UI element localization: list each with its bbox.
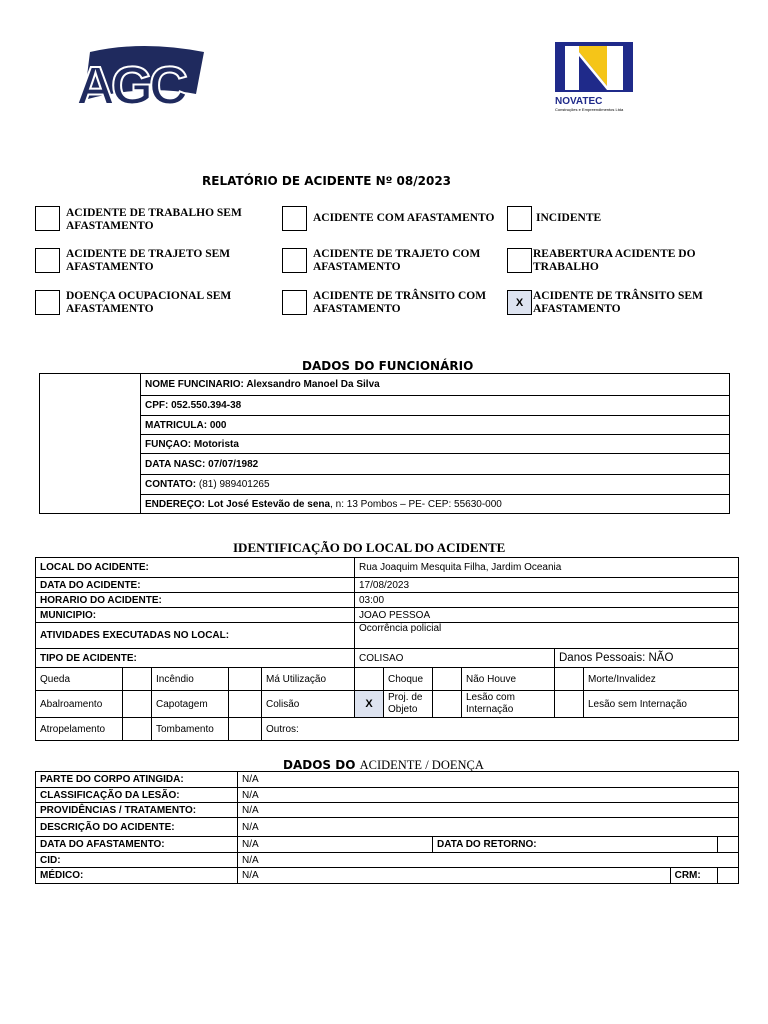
mark-capotagem[interactable] [229, 691, 262, 718]
classificacao-label: CLASSIFICAÇÃO DA LESÃO: [36, 788, 238, 803]
municipio-label: MUNICIPIO: [36, 608, 355, 623]
mark-atropelamento[interactable] [123, 718, 152, 741]
option-lesao-com-internacao: Lesão com Internação [462, 691, 555, 718]
medico-value: N/A [238, 868, 671, 884]
option-abalroamento: Abalroamento [36, 691, 123, 718]
label-transito-com-afastamento: ACIDENTE DE TRÂNSITO COM AFASTAMENTO [313, 290, 487, 315]
option-ma-utilizacao: Má Utilização [262, 668, 355, 691]
descricao-value: N/A [238, 818, 739, 837]
employee-matricula-cell [141, 416, 730, 435]
tipo-grid-row-2 [36, 691, 739, 718]
checkbox-transito-com-afastamento[interactable] [282, 290, 307, 315]
tipo-grid-row-1 [36, 668, 739, 691]
horario-label: HORARIO DO ACIDENTE: [36, 593, 355, 608]
cid-label: CID: [36, 853, 238, 868]
horario-value: 03:00 [355, 593, 739, 608]
classificacao-value: N/A [238, 788, 739, 803]
employee-cpf: 052.550.394-38 [171, 400, 242, 411]
label-trajeto-sem-afastamento: ACIDENTE DE TRAJETO SEM AFASTAMENTO [66, 248, 231, 273]
option-lesao-sem-internacao: Lesão sem Internação [584, 691, 739, 718]
label-com-afastamento: ACIDENTE COM AFASTAMENTO [313, 212, 495, 224]
checkbox-trajeto-com-afastamento[interactable] [282, 248, 307, 273]
mark-proj-objeto[interactable] [433, 691, 462, 718]
parte-label: PARTE DO CORPO ATINGIDA: [36, 772, 238, 788]
employee-endereco-street: Lot José Estevão de sena [207, 498, 331, 510]
novatec-subtitle: Construções e Empreendimentos Ltda [555, 107, 624, 112]
damage-table [35, 771, 739, 884]
atividades-label: ATIVIDADES EXECUTADAS NO LOCAL: [36, 623, 355, 649]
checkbox-trajeto-sem-afastamento[interactable] [35, 248, 60, 273]
option-nao-houve: Não Houve [462, 668, 555, 691]
employee-contato-label: CONTATO: [145, 479, 197, 490]
crm-value [717, 868, 738, 884]
danos-pessoais: Danos Pessoais: NÃO [555, 649, 739, 668]
local-label: LOCAL DO ACIDENTE: [36, 558, 355, 578]
option-queda: Queda [36, 668, 123, 691]
label-doenca-ocupacional: DOENÇA OCUPACIONAL SEM AFASTAMENTO [66, 290, 232, 315]
label-transito-sem-afastamento: ACIDENTE DE TRÂNSITO SEM AFASTAMENTO [533, 290, 703, 315]
option-proj-objeto: Proj. de Objeto [384, 691, 433, 718]
label-incidente: INCIDENTE [536, 212, 602, 224]
mark-tombamento[interactable] [229, 718, 262, 741]
novatec-name: NOVATEC [555, 96, 603, 107]
employee-funcao: Motorista [193, 438, 239, 450]
employee-endereco-cell [141, 495, 730, 514]
mark-queda[interactable] [123, 668, 152, 691]
employee-endereco-label: ENDEREÇO: [145, 498, 206, 510]
employee-cpf-cell [141, 396, 730, 416]
location-table [35, 557, 739, 741]
checkbox-reabertura[interactable] [507, 248, 532, 273]
mark-abalroamento[interactable] [123, 691, 152, 718]
option-choque: Choque [384, 668, 433, 691]
employee-funcao-label: FUNÇAO: [145, 438, 192, 450]
employee-photo-cell [40, 374, 141, 514]
data-acidente-value: 17/08/2023 [355, 578, 739, 593]
crm-label: CRM: [670, 868, 717, 884]
employee-nasc: 07/07/1982 [208, 458, 259, 470]
agc-logo-text: AGC [76, 56, 184, 108]
checkbox-trabalho-sem-afastamento[interactable] [35, 206, 60, 231]
descricao-label: DESCRIÇÃO DO ACIDENTE: [36, 818, 238, 837]
mark-incendio[interactable] [229, 668, 262, 691]
employee-name-label: NOME FUNCINARIO: [145, 379, 244, 390]
providencias-label: PROVIDÊNCIAS / TRATAMENTO: [36, 803, 238, 818]
tipo-acidente-value: COLISAO [355, 649, 555, 668]
local-value: Rua Joaquim Mesquita Filha, Jardim Oceania [355, 558, 739, 578]
employee-name-cell [141, 374, 730, 396]
employee-cpf-label: CPF: [145, 400, 169, 411]
option-capotagem: Capotagem [152, 691, 229, 718]
employee-funcao-cell [141, 435, 730, 454]
employee-contato: (81) 989401265 [198, 479, 270, 490]
data-acidente-label: DATA DO ACIDENTE: [36, 578, 355, 593]
tipo-grid-row-3 [36, 718, 739, 741]
mark-colisao[interactable]: X [355, 691, 384, 718]
mark-lesao-com-internacao[interactable] [555, 691, 584, 718]
option-tombamento: Tombamento [152, 718, 229, 741]
checkbox-transito-sem-afastamento[interactable]: X [507, 290, 532, 315]
report-title: RELATÓRIO DE ACIDENTE Nº 08/2023 [202, 174, 452, 188]
employee-table [39, 373, 730, 514]
location-section-title: IDENTIFICAÇÃO DO LOCAL DO ACIDENTE [233, 540, 506, 555]
tipo-acidente-label: TIPO DE ACIDENTE: [40, 652, 137, 664]
novatec-logo [555, 42, 635, 112]
municipio-value: JOAO PESSOA [355, 608, 739, 623]
atividades-value: Ocorrência policial [355, 623, 739, 649]
option-incendio: Incêndio [152, 668, 229, 691]
tipo-acidente-cell [36, 649, 355, 668]
damage-title-b: ACIDENTE / DOENÇA [359, 758, 484, 772]
mark-nao-houve[interactable] [555, 668, 584, 691]
providencias-value: N/A [238, 803, 739, 818]
label-trabalho-sem-afastamento: ACIDENTE DE TRABALHO SEM AFASTAMENTO [66, 207, 242, 232]
label-reabertura: REABERTURA ACIDENTE DO TRABALHO [533, 248, 696, 273]
damage-title-a: DADOS DO [283, 758, 360, 772]
option-colisao: Colisão [262, 691, 355, 718]
cid-value: N/A [238, 853, 739, 868]
employee-matricula-label: MATRICULA: [145, 419, 208, 431]
option-atropelamento: Atropelamento [36, 718, 123, 741]
mark-choque[interactable] [433, 668, 462, 691]
mark-ma-utilizacao[interactable] [355, 668, 384, 691]
employee-nasc-cell [141, 454, 730, 475]
employee-nasc-label: DATA NASC: [145, 458, 206, 470]
checkbox-incidente[interactable] [507, 206, 532, 231]
agc-logo [72, 44, 208, 108]
employee-matricula: 000 [209, 419, 227, 431]
afastamento-value: N/A [238, 837, 433, 853]
option-morte-invalidez: Morte/Invalidez [584, 668, 739, 691]
afastamento-label: DATA DO AFASTAMENTO: [36, 837, 238, 853]
employee-contato-cell [141, 475, 730, 495]
retorno-label: DATA DO RETORNO: [433, 837, 718, 853]
employee-name: Alexsandro Manoel Da Silva [246, 379, 380, 390]
retorno-value [717, 837, 738, 853]
parte-value: N/A [238, 772, 739, 788]
medico-label: MÉDICO: [36, 868, 238, 884]
checkbox-com-afastamento[interactable] [282, 206, 307, 231]
option-outros: Outros: [262, 718, 739, 741]
label-trajeto-com-afastamento: ACIDENTE DE TRAJETO COM AFASTAMENTO [313, 248, 481, 273]
employee-endereco-rest: , n: 13 Pombos – PE- CEP: 55630-000 [330, 498, 502, 510]
checkbox-doenca-ocupacional[interactable] [35, 290, 60, 315]
employee-section-title: DADOS DO FUNCIONÁRIO [302, 359, 474, 373]
